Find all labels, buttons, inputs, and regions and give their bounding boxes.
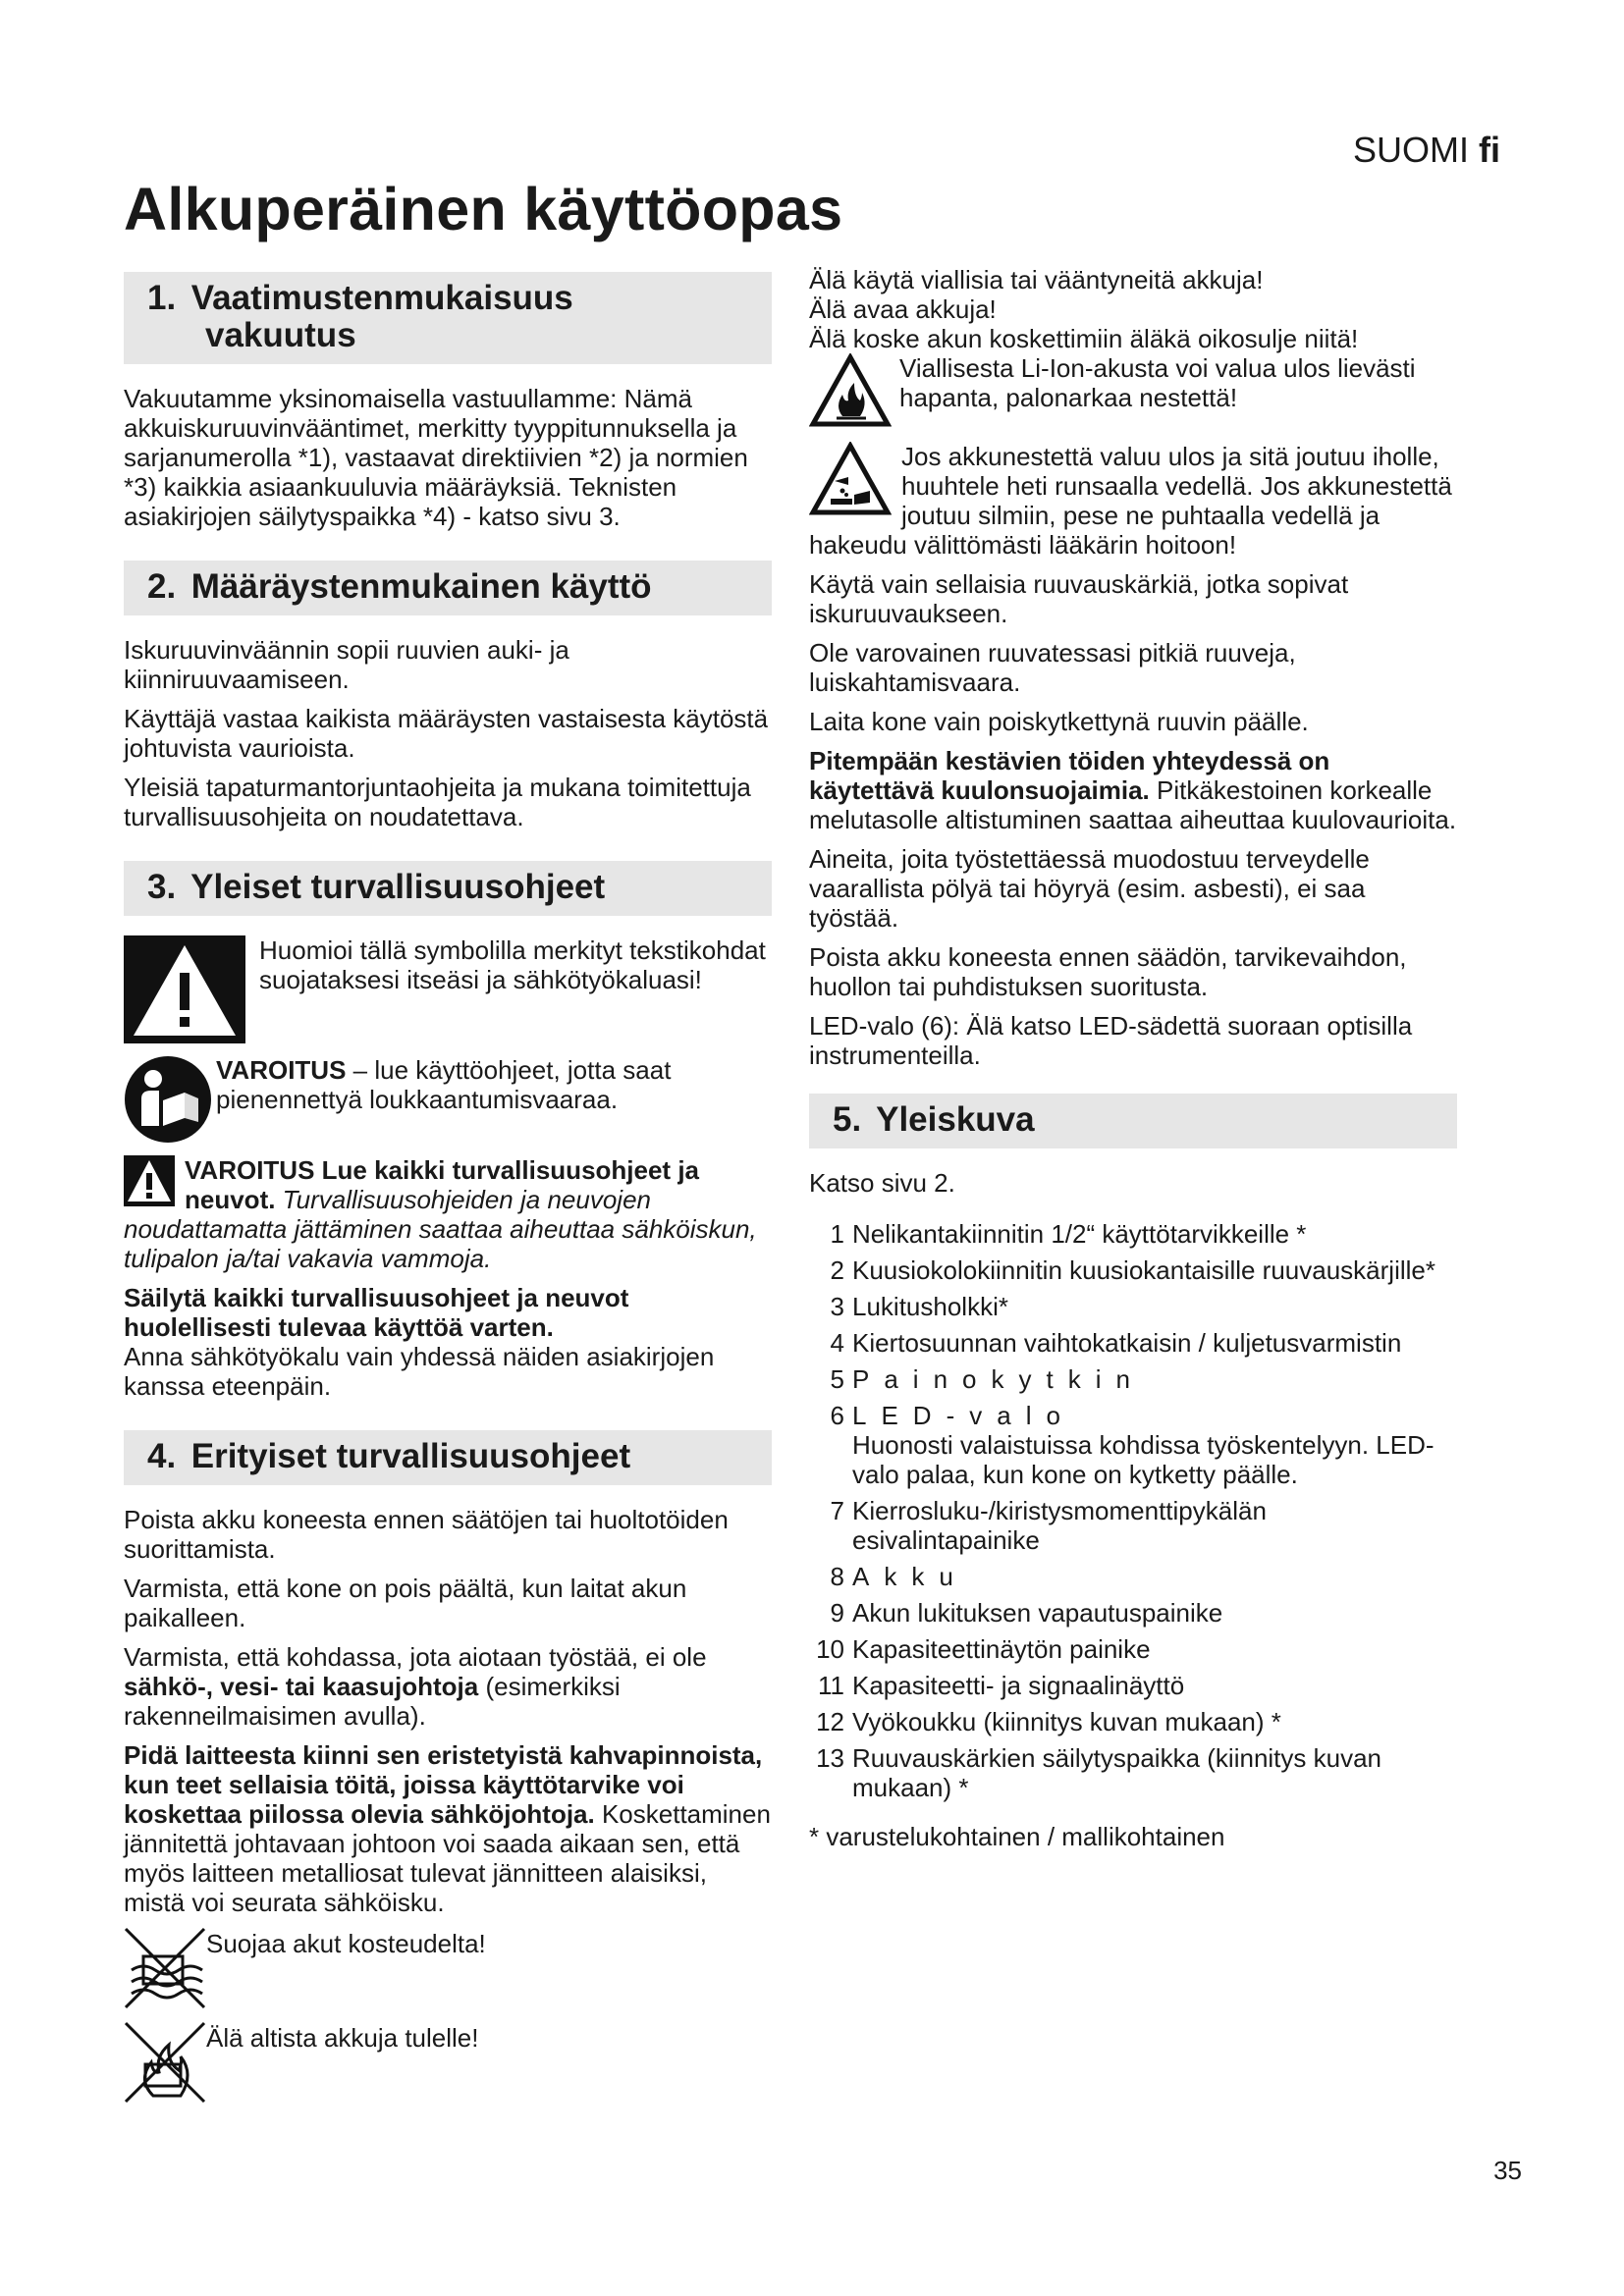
overview-item [809,1743,1457,1802]
section-number: 1. [147,279,177,317]
no-moisture-icon [124,1927,206,2009]
warning-triangle-icon [124,935,245,1043]
moisture-text: Suojaa akut kosteudelta! [206,1929,486,1958]
item-text [852,1743,1457,1802]
fire-block [124,2021,772,2104]
text-span: Varmista, että kohdassa, jota aiotaan työstää, ei ole [124,1642,707,1672]
paragraph: Aineita, joita työstettäessä muodostuu terveydelle vaarallista pölyä tai höyryä (esim. asbesti), ei saa työstää. [809,844,1370,933]
warning-italic-text: Turvallisuusohjeiden ja neuvojen noudattamatta jättäminen saattaa aiheuttaa sähköiskun, tulipalon ja/tai vakavia vammoja. [124,1185,757,1273]
keep-instructions [124,1283,772,1401]
item-text [852,1671,1184,1700]
item-number: 8 [830,1562,844,1591]
overview-item [809,1255,1457,1285]
paragraph: LED-valo (6): Älä katso LED-sädettä suoraan optisilla instrumenteilla. [809,1011,1413,1070]
item-number: 7 [830,1496,844,1525]
paragraph: Yleisiä tapaturmantorjuntaohjeita ja mukana toimitettuja turvallisuusohjeita on noudatettava. [124,773,751,831]
overview-item [809,1671,1457,1700]
fire-text: Älä altista akkuja tulelle! [206,2023,479,2053]
paragraph: Poista akku koneesta ennen säätöjen tai huoltotöiden suorittamista. [124,1505,729,1564]
item-label: Akku [852,1562,968,1591]
overview-item [809,1328,1457,1358]
paragraph: Iskuruuvinväännin sopii ruuvien auki- ja kiinniruuvaamiseen. [124,635,569,694]
paragraph [124,1740,772,1917]
warning-bold-text: VAROITUS Lue kaikki turvallisuusohjeet ja neuvot. [185,1155,699,1214]
item-label: Kapasiteettinäytön painike [852,1634,1151,1664]
flammable-block [809,353,1457,428]
paragraph: Varmista, että kone on pois päältä, kun laitat akun paikalleen. [124,1574,687,1632]
item-label: Vyökoukku (kiinnitys kuvan mukaan) * [852,1707,1281,1736]
section-title: Erityiset turvallisuusohjeet [190,1437,631,1475]
paragraph: Käyttäjä vastaa kaikista määräysten vastaisesta käytöstä johtuvista vaurioista. [124,704,769,763]
item-number: 11 [818,1671,844,1700]
item-number: 5 [830,1364,844,1394]
section-4-heading [124,1430,772,1485]
warning-text: – lue käyttöohjeet, jotta saat pienennettyä loukkaantumisvaaraa. [216,1055,672,1114]
item-number: 6 [830,1401,844,1430]
overview-item [809,1634,1457,1664]
item-text [852,1562,968,1591]
section-5-heading [809,1094,1457,1148]
section-1-heading [124,272,772,364]
overview-item [809,1707,1457,1736]
item-text [852,1707,1281,1736]
item-label: Kapasiteetti- ja signaalinäyttö [852,1671,1185,1700]
paragraph: Laita kone vain poiskytkettynä ruuvin päälle. [809,707,1309,736]
overview-item [809,1401,1457,1489]
warning-triangle-small-icon [124,1155,175,1206]
bold-span: sähkö-, vesi- tai kaasujohtoja [124,1672,479,1701]
item-number: 9 [830,1598,844,1628]
text-span: Koskettaminen jännitettä johtavaan johtoon voi saada aikaan sen, että myös laitteen metalliosat tulevat jännitteen alaisiksi, mistä voi seurata sähköisku. [124,1799,771,1917]
language-name: SUOMI [1352,130,1469,170]
text-span: Pitkäkestoinen korkealle melutasolle altistuminen saattaa aiheuttaa kuulovaurioita. [809,775,1457,834]
paragraph: Ole varovainen ruuvatessasi pitkiä ruuveja, luiskahtamisvaara. [809,638,1296,697]
overview-item [809,1292,1457,1321]
read-all-warnings [124,1155,772,1273]
item-number: 10 [816,1634,844,1664]
paragraph: Käytä vain sellaisia ruuvauskärkiä, jotka sopivat iskuruuvaukseen. [809,569,1349,628]
corrosive-block [809,442,1457,560]
corrosive-text: Jos akkunestettä valuu ulos ja sitä joutuu iholle, huuhtele heti runsaalla vedellä. Jos akkunestettä joutuu silmiin, pese ne puhtaalla vedellä ja hakeudu välittömästi lääkärin hoitoon! [809,442,1452,560]
item-label: Lukitusholkki* [852,1292,1008,1321]
language-code: fi [1479,130,1500,170]
section-3-heading [124,861,772,916]
item-label: Ruuvauskärkien säilytyspaikka (kiinnitys kuvan mukaan) * [852,1743,1382,1802]
item-label: LED-valo [852,1401,1075,1430]
section-number: 4. [147,1437,177,1475]
section-title: Määräystenmukainen käyttö [190,567,652,606]
no-fire-icon [124,2021,206,2104]
corrosive-warning-icon [809,442,892,516]
overview-item [809,1598,1457,1628]
section-title: Vaatimustenmukaisuus [190,279,573,317]
read-manual-icon [124,1055,212,1144]
item-label: Kiertosuunnan vaihtokatkaisin / kuljetusvarmistin [852,1328,1402,1358]
warning-symbol-text: Huomioi tällä symbolilla merkityt tekstikohdat suojataksesi itseäsi ja sähkötyökaluasi! [259,935,766,994]
item-number: 13 [816,1743,844,1773]
bold-span: Pitempään kestävien töiden yhteydessä on käytettävä kuulonsuojaimia. [809,746,1330,805]
overview-list [809,1219,1457,1802]
item-text [852,1364,1145,1394]
item-label: Kierrosluku-/kiristysmomenttipykälän esivalintapainike [852,1496,1267,1555]
flammable-warning-icon [809,353,892,428]
keep-instructions-bold: Säilytä kaikki turvallisuusohjeet ja neuvot huolellisesti tulevaa käyttöä varten. [124,1283,629,1342]
flammable-text: Viallisesta Li-Ion-akusta voi valua ulos lievästi hapanta, palonarkaa nestettä! [899,353,1416,412]
item-label: Akun lukituksen vapautuspainike [852,1598,1223,1628]
overview-item [809,1562,1457,1591]
overview-item [809,1219,1457,1249]
left-column [124,272,772,2115]
item-sub-text: Huonosti valaistuissa kohdissa työskentelyyn. LED-valo palaa, kun kone on kytketty päälle. [852,1430,1435,1489]
conformity-text: Vakuutamme yksinomaisella vastuullamme: Nämä akkuiskuruuvinvääntimet, merkitty tyyppitunnuksella ja sarjanumerolla *1), vastaavat direktiivien *2) ja normien *3) kaikkia asiaankuuluvia määräyksiä. Teknisten asiakirjojen säilytyspaikka *4) - katso sivu 3. [124,384,748,531]
item-text [852,1255,1435,1285]
section-title: Yleiset turvallisuusohjeet [190,868,606,906]
item-text [852,1328,1401,1358]
item-text [852,1401,1457,1489]
bold-span: Pidä laitteesta kiinni sen eristetyistä kahvapinnoista, kun teet sellaisia töitä, joissa käyttötarvike voi koskettaa piilossa olevia sähköjohtoja. [124,1740,763,1829]
section-number: 3. [147,868,177,906]
section-title-line2: vakuutus [205,316,356,354]
item-text [852,1496,1457,1555]
moisture-block [124,1927,772,2009]
read-manual-text [212,1055,772,1114]
right-column [809,265,1457,1861]
section-2-heading [124,561,772,615]
item-label: Kuusiokolokiinnitin kuusiokantaisille ruuvauskärjille* [852,1255,1435,1285]
item-text [852,1219,1306,1249]
paragraph [124,1642,772,1731]
item-number: 2 [830,1255,844,1285]
paragraph [809,746,1457,834]
item-number: 1 [830,1219,844,1249]
item-label: Nelikantakiinnitin 1/2“ käyttötarvikkeille * [852,1219,1307,1249]
overview-intro: Katso sivu 2. [809,1168,955,1198]
item-text [852,1598,1222,1628]
warning-symbol-block [124,935,772,1043]
keep-instructions-text: Anna sähkötyökalu vain yhdessä näiden asiakirjojen kanssa eteenpäin. [124,1342,715,1401]
overview-item [809,1496,1457,1555]
item-text [852,1292,1008,1321]
footnote: * varustelukohtainen / mallikohtainen [809,1822,1225,1851]
warning-label: VAROITUS [216,1055,347,1085]
item-number: 12 [816,1707,844,1736]
read-manual-block [124,1055,772,1144]
item-label: Painokytkin [852,1364,1145,1394]
item-number: 3 [830,1292,844,1321]
paragraph: Poista akku koneesta ennen säädön, tarvikevaihdon, huollon tai puhdistuksen suoritusta. [809,942,1407,1001]
text-span: (esimerkiksi rakenneilmaisimen avulla). [124,1672,621,1731]
section-number: 2. [147,567,177,606]
item-text [852,1634,1151,1664]
page-number: 35 [1493,2156,1522,2185]
page-title: Alkuperäinen käyttöopas [124,176,843,242]
paragraph: Älä koske akun koskettimiin äläkä oikosulje niitä! [809,324,1359,353]
language-tag [1353,130,1500,171]
section-number: 5. [833,1100,862,1139]
paragraph: Älä käytä viallisia tai vääntyneitä akkuja! [809,265,1264,294]
overview-item [809,1364,1457,1394]
item-number: 4 [830,1328,844,1358]
section-title: Yleiskuva [876,1100,1035,1139]
paragraph: Älä avaa akkuja! [809,294,997,324]
